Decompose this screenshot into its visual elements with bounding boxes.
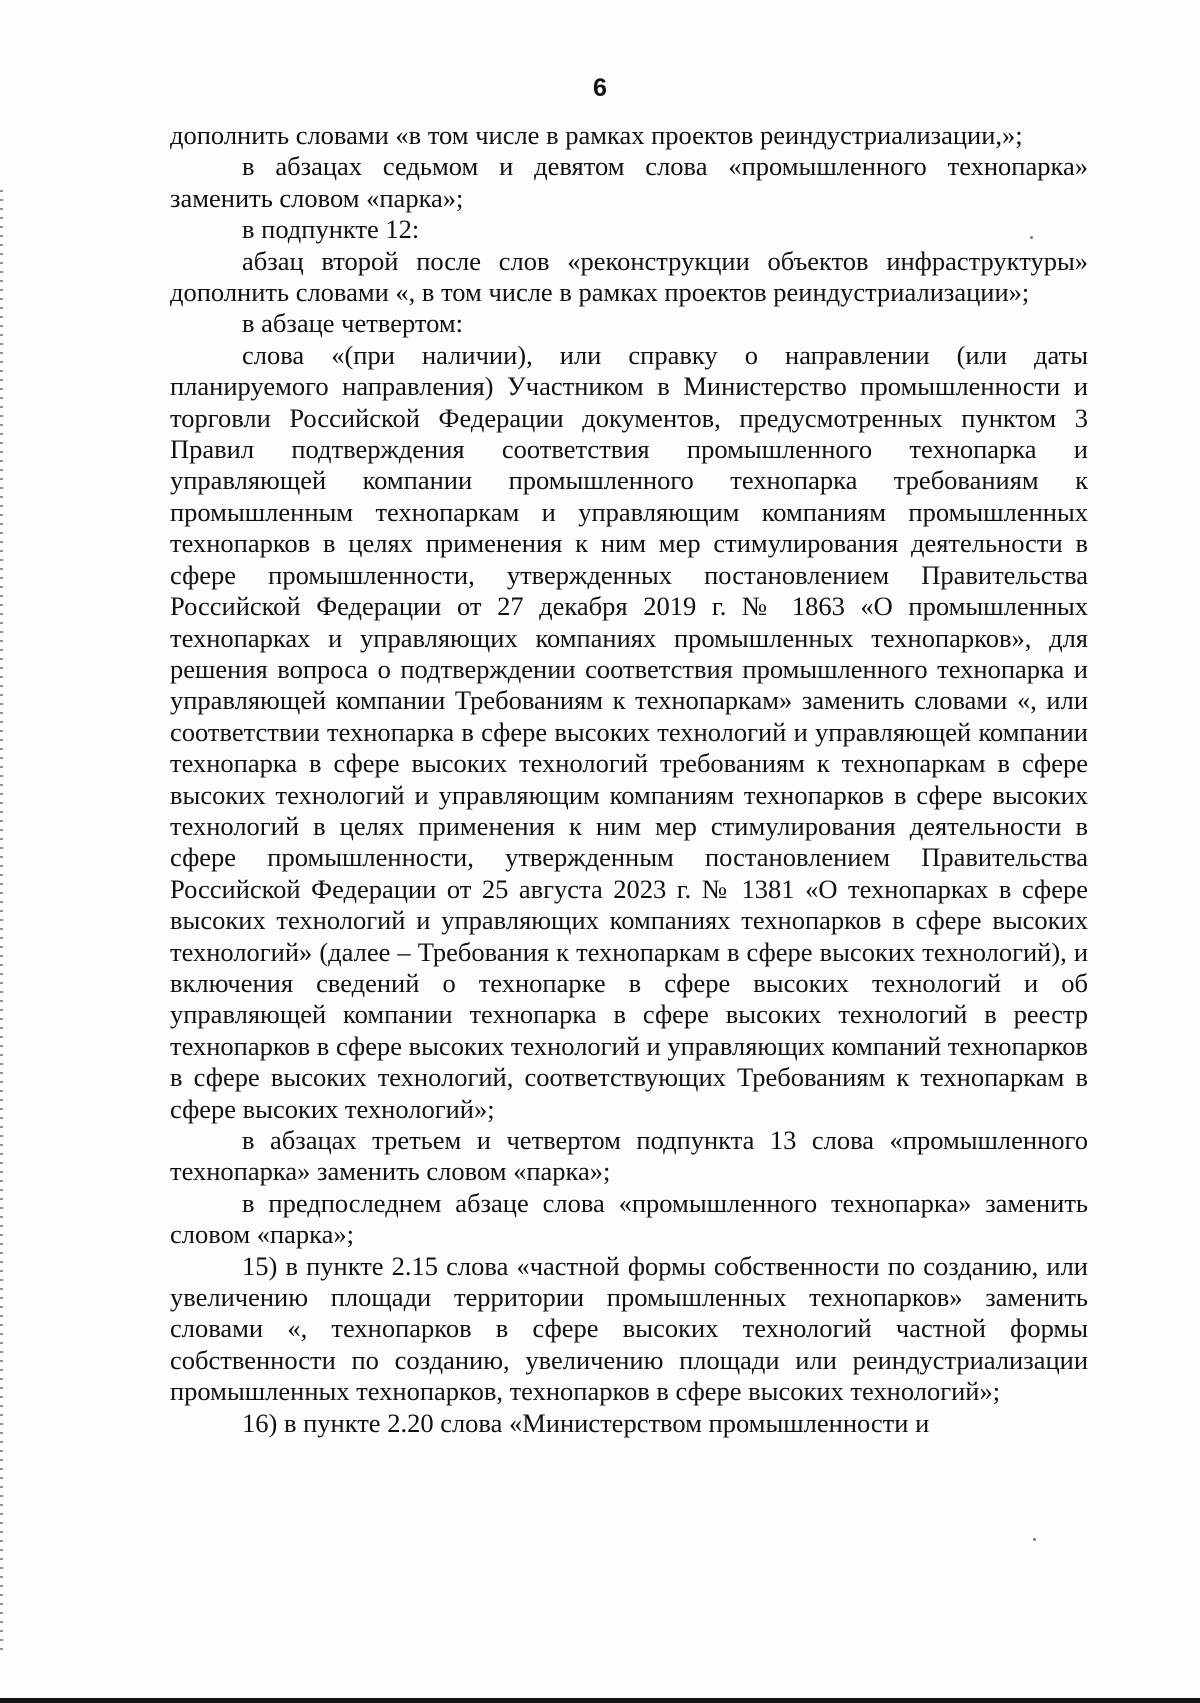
paragraph-7: в абзацах третьем и четвертом подпункта 13 слова «промышленного технопарка» заменить словом «парка»; [170,1125,1088,1187]
paragraph-9: 15) в пункте 2.15 слова «частной формы собственности по созданию, или увеличению площади территории промышленных технопарков» заменить словами «, технопарков в сфере высоких технологий частной формы собственности по созданию, увеличению площади или реиндустриализации промышленных технопарков, технопарков в сфере высоких технологий»; [170,1250,1088,1407]
paragraph-1: дополнить словами «в том числе в рамках проектов реиндустриализации,»; [170,120,1023,150]
paragraph-8: в предпоследнем абзаце слова «промышленного технопарка» заменить словом «парка»; [170,1187,1088,1250]
scan-speck [1030,236,1033,239]
paragraph-2: в абзацах седьмом и девятом слова «промышленного технопарка» заменить словом «парка»; [170,151,1088,213]
page-number: 6 [593,74,607,102]
paragraph-4: абзац второй после слов «реконструкции объектов инфраструктуры» дополнить словами «, в том числе в рамках проектов реиндустриализации»; [170,245,1088,308]
paragraph-3: в подпункте 12: [242,214,420,245]
document-body [170,120,1088,1439]
scan-speck [1033,1538,1036,1541]
scan-edge-bottom [0,1698,1200,1703]
scan-edge-left [0,190,3,1650]
paragraph-5: в абзаце четвертом: [242,308,463,339]
paragraph-10: 16) в пункте 2.20 слова «Министерством промышленности и [242,1407,930,1438]
paragraph-6: слова «(при наличии), или справку о направлении (или даты планируемого направления) Участником в Министерство промышленности и торговли Российской Федерации документов, предусмотренных пунктом 3 Правил подтверждения соответствия промышленного технопарка и управляющей компании промышленного технопарка требованиям к промышленным технопаркам и управляющим компаниям промышленных технопарков в целях применения к ним мер стимулирования деятельности в сфере промышленности, утвержденных постановлением Правительства Российской Федерации от 27 декабря 2019 г. № 1863 «О промышленных технопарках и управляющих компаниях промышленных технопарков», для решения вопроса о подтверждении соответствия промышленного технопарка и управляющей компании Требованиям к технопаркам» заменить словами «, или соответствии технопарка в сфере высоких технологий и управляющей компании технопарка в сфере высоких технологий требованиям к технопаркам в сфере высоких технологий и управляющим компаниям технопарков в сфере высоких технологий в целях применения к ним мер стимулирования деятельности в сфере промышленности, утвержденным постановлением Правительства Российской Федерации от 25 августа 2023 г. № 1381 «О технопарках в сфере высоких технологий и управляющих компаниях технопарков в сфере высоких технологий» (далее – Требования к технопаркам в сфере высоких технологий), и включения сведений о технопарке в сфере высоких технологий и об управляющей компании технопарка в сфере высоких технологий в реестр технопарков в сфере высоких технологий и управляющих компаний технопарков в сфере высоких технологий, соответствующих Требованиям к технопаркам в сфере высоких технологий»; [170,339,1088,1124]
